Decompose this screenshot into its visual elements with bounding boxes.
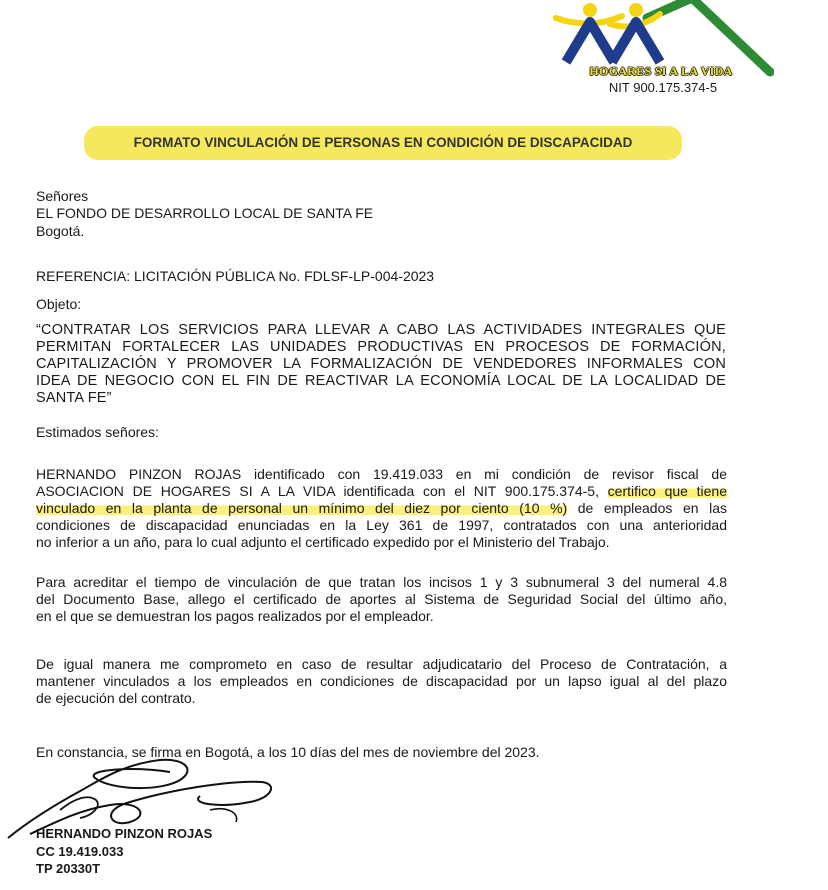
paragraph-line (36, 500, 727, 517)
greeting: Estimados señores: (36, 424, 159, 440)
paragraph-line (36, 483, 727, 500)
paragraph-text: de empleados en las (567, 500, 727, 516)
paragraph-line: no inferior a un año, para lo cual adjunto el certificado expedido por el Ministerio del Trabajo. (36, 534, 610, 550)
paragraph-line: De igual manera me comprometo en caso de resultar adjudicatario del Proceso de Contratación, a (36, 656, 727, 672)
paragraph-line: condiciones de discapacidad enunciadas en la Ley 361 de 1997, contratados con una anterioridad (36, 517, 727, 533)
proof-paragraph (36, 574, 727, 625)
addressee-city: Bogotá. (36, 223, 85, 239)
closing-statement: En constancia, se firma en Bogotá, a los 10 días del mes de noviembre del 2023. (36, 744, 540, 760)
objeto-line: IDEA DE NEGOCIO CON EL FIN DE REACTIVAR LA ECONOMÍA LOCAL DE LA LOCALIDAD DE (36, 373, 726, 389)
objeto-line: “CONTRATAR LOS SERVICIOS PARA LLEVAR A CABO LAS ACTIVIDADES INTEGRALES QUE (36, 322, 726, 338)
objeto-text (36, 322, 726, 407)
commitment-paragraph (36, 656, 727, 707)
signer-id: CC 19.419.033 (36, 844, 124, 859)
certification-paragraph (36, 466, 727, 551)
organization-logo (552, 0, 774, 100)
paragraph-line: en el que se demuestran los pagos realizados por el empleador. (36, 608, 434, 624)
document-title: FORMATO VINCULACIÓN DE PERSONAS EN CONDICIÓN DE DISCAPACIDAD (133, 135, 633, 150)
objeto-label: Objeto: (36, 296, 82, 312)
objeto-line: PERMITAN FORTALECER LAS UNIDADES PRODUCTIVAS EN PROCESOS DE FORMACIÓN, (36, 339, 726, 355)
organization-nit: NIT 900.175.374-5 (608, 80, 718, 95)
signer-name: HERNANDO PINZON ROJAS (36, 826, 213, 841)
signer-professional-card: TP 20330T (36, 861, 101, 876)
salutation: Señores (36, 188, 89, 204)
paragraph-line: HERNANDO PINZON ROJAS identificado con 19.419.033 en mi condición de revisor fiscal de (36, 466, 727, 482)
paragraph-line: Para acreditar el tiempo de vinculación de que tratan los incisos 1 y 3 subnumeral 3 del numeral 4.8 (36, 574, 727, 590)
paragraph-text: ASOCIACION DE HOGARES SI A LA VIDA identificada con el NIT 900.175.374-5, (36, 483, 608, 499)
objeto-line: SANTA FE” (36, 390, 112, 406)
highlighted-text: certifico que tiene (607, 483, 727, 499)
addressee-entity: EL FONDO DE DESARROLLO LOCAL DE SANTA FE (36, 205, 374, 221)
paragraph-line: mantener vinculados a los empleados en condiciones de discapacidad por un lapso igual al del plazo (36, 673, 727, 689)
objeto-line: CAPITALIZACIÓN Y PROMOVER LA FORMALIZACIÓN DE VENDEDORES INFORMALES CON (36, 356, 726, 372)
paragraph-line: del Documento Base, allego el certificado de aportes al Sistema de Seguridad Social del último año, (36, 591, 727, 607)
reference: REFERENCIA: LICITACIÓN PÚBLICA No. FDLSF-LP-004-2023 (36, 268, 435, 284)
title-highlight (84, 126, 682, 160)
highlighted-text: vinculado en la planta de personal un mínimo del diez por ciento (10 %) (36, 500, 568, 516)
paragraph-line: de ejecución del contrato. (36, 690, 196, 706)
logo-name: HOGARES SI A LA VIDA (589, 64, 733, 78)
